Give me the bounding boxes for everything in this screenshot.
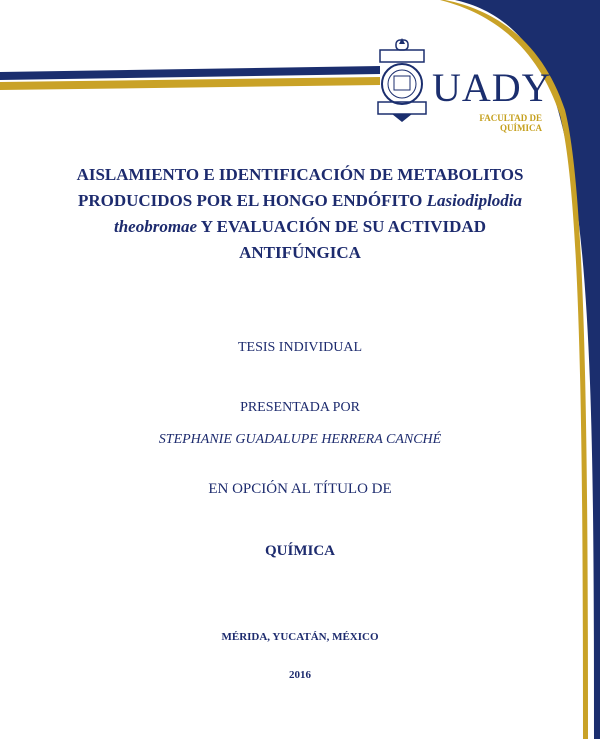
title-part-2: Y EVALUACIÓN DE SU ACTIVIDAD ANTIFÚNGICA bbox=[197, 217, 486, 262]
presented-by-label: PRESENTADA POR bbox=[240, 400, 360, 415]
year: 2016 bbox=[289, 669, 311, 681]
faculty-label bbox=[479, 113, 542, 133]
thesis-title bbox=[60, 162, 540, 266]
thesis-type: TESIS INDIVIDUAL bbox=[237, 340, 363, 355]
author-name: STEPHANIE GUADALUPE HERRERA CANCHÉ bbox=[158, 432, 442, 447]
uady-logo-text: UADY bbox=[432, 65, 552, 110]
faculty-line-1: FACULTAD DE bbox=[479, 113, 542, 123]
university-seal-icon bbox=[372, 38, 432, 122]
option-label: EN OPCIÓN AL TÍTULO DE bbox=[208, 481, 392, 497]
degree-title: QUÍMICA bbox=[265, 543, 335, 559]
location: MÉRIDA, YUCATÁN, MÉXICO bbox=[221, 631, 379, 643]
faculty-line-2: QUÍMICA bbox=[500, 123, 542, 133]
title-part-1: AISLAMIENTO E IDENTIFICACIÓN DE METABOLITOS PRODUCIDOS POR EL HONGO ENDÓFITO bbox=[76, 165, 524, 210]
title-species: Lasiodiplodia theobromae bbox=[113, 191, 523, 236]
